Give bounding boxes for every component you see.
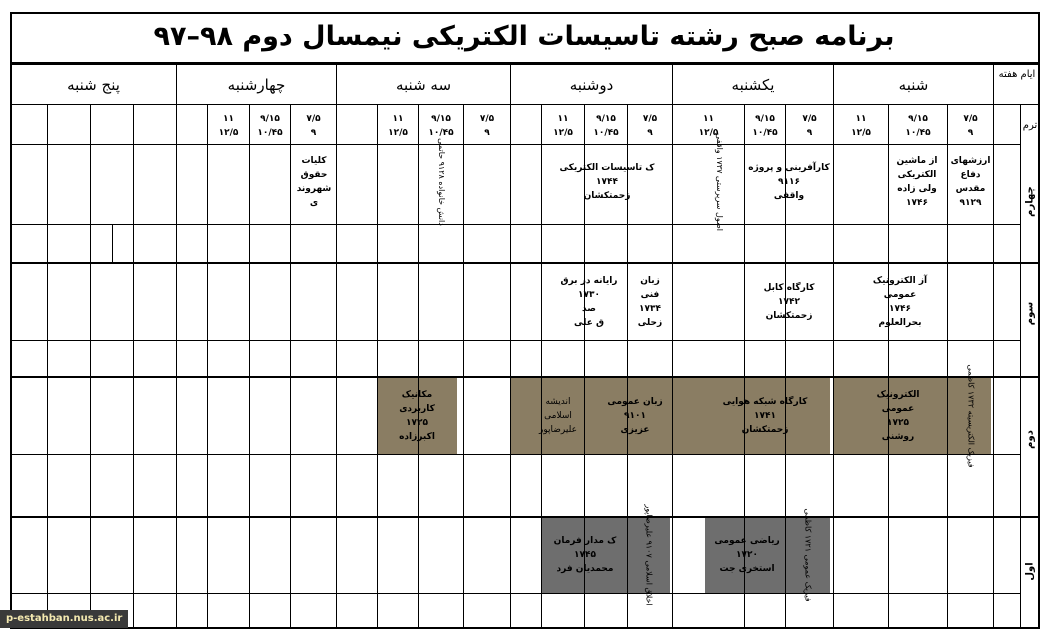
time-slot: ۱۱ ۱۲/۵	[698, 114, 719, 138]
class-cell: مکانیک کاربردی ۱۷۲۵ اکبرزاده	[399, 390, 435, 442]
page-title: برنامه صبح رشته تاسیسات الکتریکی نیمسال دوم ۹۸–۹۷	[153, 21, 895, 52]
day-thursday: پنج شنبه	[67, 76, 120, 94]
term-label: ترم	[1022, 120, 1038, 131]
class-cell: اندیشه اسلامی علیرضاپور	[539, 397, 577, 435]
class-cell: زبان عمومی ۹۱۰۱ عزیزی	[607, 397, 663, 435]
class-text: دانش خانواده ۹۱۲۸ حاتمی	[437, 138, 446, 226]
time-slot: ۱۱ ۱۲/۵	[388, 114, 408, 138]
day-wednesday: چهارشنبه	[227, 76, 286, 94]
time-slot: ۹/۱۵ ۱۰/۴۵	[257, 114, 283, 138]
class-cell: زبان فنی ۱۷۳۴ زحلی	[637, 276, 663, 328]
class-cell: از ماشین الکتریکی ولی زاده ۱۷۴۶	[896, 156, 938, 208]
class-text: فیزیک عمومی ۱۷۲۱ کاظمی	[804, 508, 813, 602]
term-3-label: سوم	[1024, 301, 1036, 326]
time-slot: ۷/۵ ۹	[802, 114, 817, 138]
time-slot: ۱۱ ۱۲/۵	[553, 114, 573, 138]
class-cell: کلیات حقوق شهروند ی	[296, 156, 332, 208]
class-cell	[420, 138, 462, 226]
term-2-label: دوم	[1024, 430, 1036, 449]
class-cell: آز الکترونیک عمومی ۱۷۴۶ بحرالعلوم	[872, 276, 928, 328]
class-cell: کارآفرینی و پروژه ۹۱۱۶ واقفی	[748, 163, 830, 201]
time-slot: ۹/۱۵ ۱۰/۴۵	[428, 114, 454, 138]
class-cell: الکترونیک عمومی ۱۷۲۵ روشنی	[876, 390, 920, 442]
class-cell	[627, 504, 670, 606]
time-slot: ۱۱ ۱۲/۵	[218, 114, 239, 138]
day-monday: دوشنبه	[569, 76, 614, 94]
time-slot: ۷/۵ ۹	[479, 114, 495, 138]
days-label: ایام هفته	[998, 69, 1036, 80]
class-text: فیزیک الکتریسیته ۱۷۳۲ کاظمی	[966, 364, 976, 468]
time-slot: ۷/۵ ۹	[642, 114, 658, 138]
watermark: p-estahban.nus.ac.ir	[0, 610, 128, 628]
class-cell	[786, 508, 830, 602]
class-cell: کارگاه شبکه هوایی ۱۷۴۱ زحمتکشان	[722, 397, 808, 435]
time-slot: ۱۱ ۱۲/۵	[851, 114, 871, 138]
time-slot: ۹/۱۵ ۱۰/۴۵	[905, 114, 931, 138]
class-text: اخلاق اسلامی ۹۱۰۷ علیرضاپور	[644, 504, 654, 606]
class-cell: ک تاسیسات الکتریکی ۱۷۴۴ زحمتکشان	[559, 163, 655, 201]
class-cell: ک مدار فرمان ۱۷۴۵ محمدیان فرد	[553, 536, 617, 574]
class-cell: ریاضی عمومی ۱۷۲۰ استخری جت	[714, 536, 780, 574]
class-cell	[948, 364, 993, 468]
class-cell	[696, 133, 742, 231]
class-text: اصول سرپرستی ۱۷۳۷ واقفی	[714, 133, 724, 231]
table-frame	[10, 63, 1040, 629]
time-slot: ۷/۵ ۹	[306, 114, 321, 138]
class-cell: کارگاه کابل ۱۷۴۲ زحمتکشان	[763, 283, 815, 321]
class-cell: ارزشهای دفاع مقدس ۹۱۲۹	[950, 156, 991, 208]
time-slot: ۷/۵ ۹	[963, 114, 978, 138]
day-sunday: یکشنبه	[731, 76, 775, 94]
term-1-label: اول	[1024, 562, 1036, 581]
time-slot: ۹/۱۵ ۱۰/۴۵	[593, 114, 619, 138]
day-saturday: شنبه	[898, 76, 929, 94]
term-4-label: چهارم	[1024, 186, 1036, 217]
day-tuesday: سه شنبه	[395, 76, 452, 94]
class-cell: رایانه در برق ۱۷۳۰ صد ق علی	[560, 276, 618, 328]
time-slot: ۹/۱۵ ۱۰/۴۵	[752, 114, 778, 138]
